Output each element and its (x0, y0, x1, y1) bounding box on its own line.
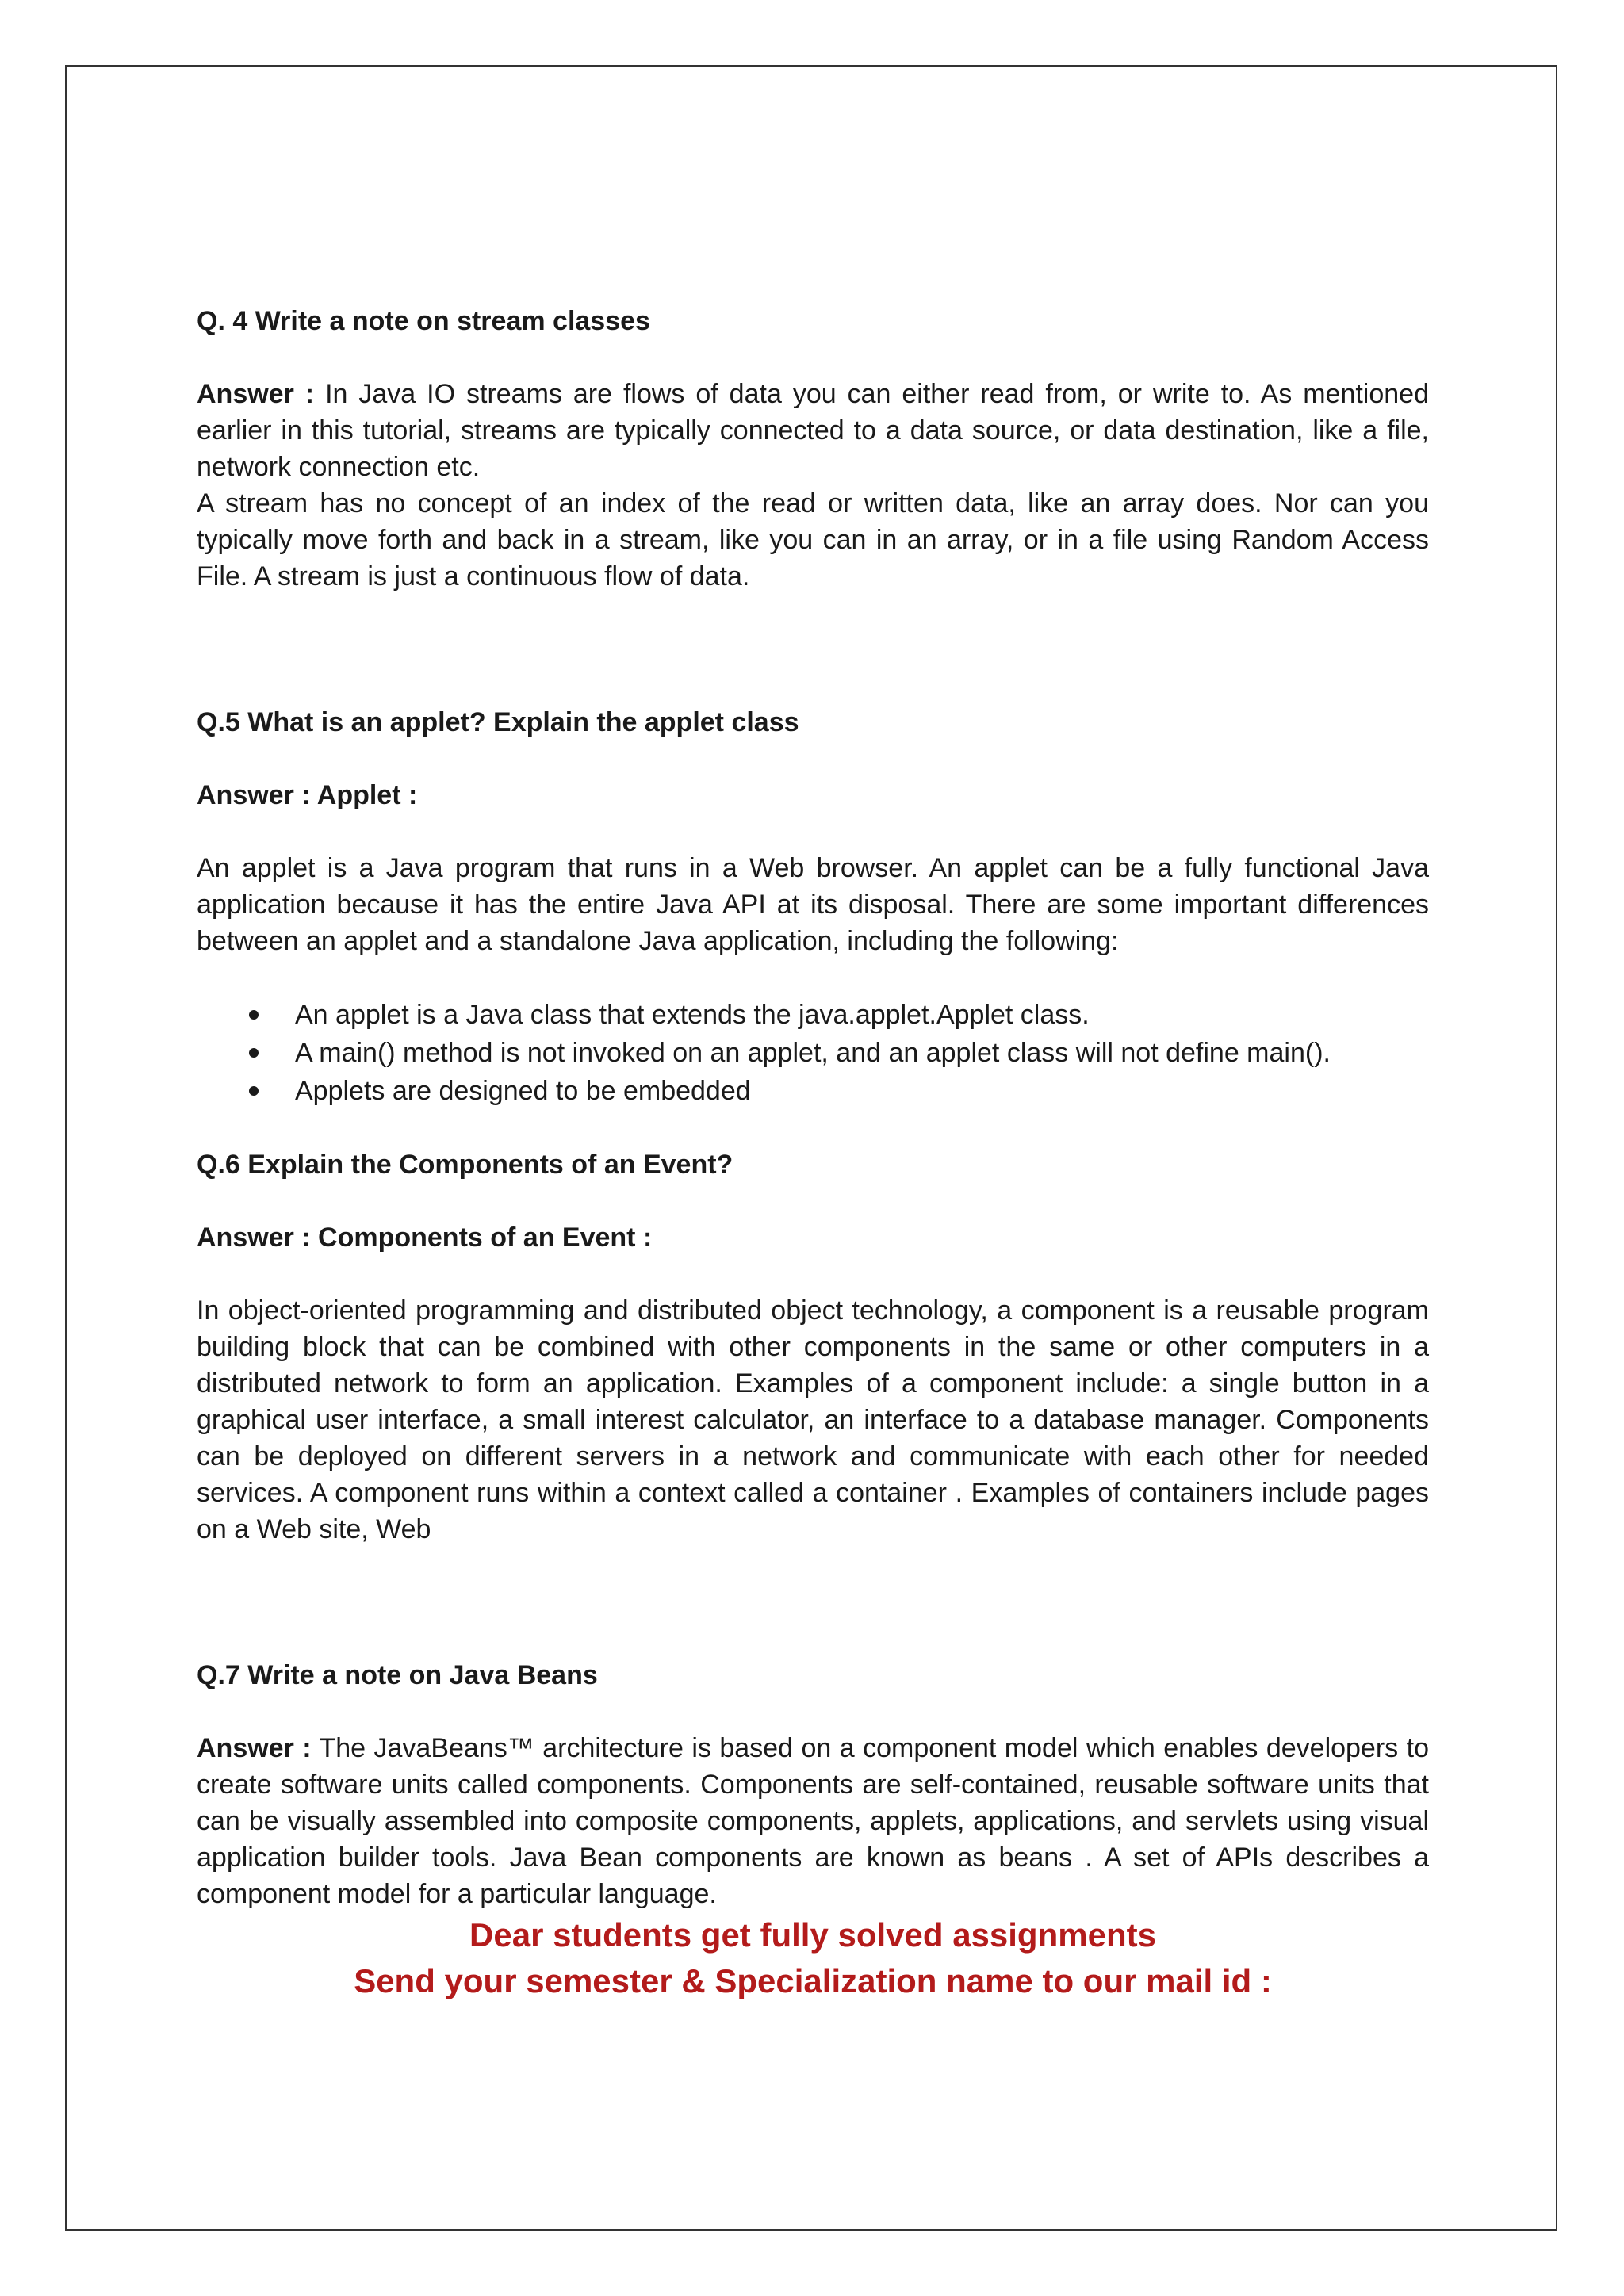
promo-line-1: Dear students get fully solved assignments (469, 1916, 1156, 1954)
answer-text: The JavaBeans™ architecture is based on a component model which enables developers to create software units called components. Components are self-contained, reusable software units that can be visually assembled into composite components, applets, applications, and servlets using visual application builder tools. Java Bean components are known as beans . A set of APIs describes a component model for a particular language. (197, 1733, 1429, 1909)
question-7-title: Q.7 Write a note on Java Beans (197, 1660, 598, 1690)
question-6-answer-heading: Answer : Components of an Event : (197, 1223, 653, 1253)
question-5-title: Q.5 What is an applet? Explain the applet class (197, 707, 799, 737)
question-5-bullet-list (197, 996, 1429, 1110)
question-7-answer (197, 1730, 1429, 1912)
list-item: An applet is a Java class that extends the java.applet.Applet class. (197, 996, 1429, 1034)
bullet-icon (249, 1048, 259, 1058)
question-5-paragraph: An applet is a Java program that runs in a Web browser. An applet can be a fully functional Java application because it has the entire Java API at its disposal. There are some important differences between an applet and a standalone Java application, including the following: (197, 853, 1429, 956)
question-4-title: Q. 4 Write a note on stream classes (197, 306, 650, 336)
promo-line-2: Send your semester & Specialization name to our mail id : (354, 1962, 1272, 1999)
list-item: A main() method is not invoked on an applet, and an applet class will not define main(). (197, 1034, 1429, 1072)
question-5-answer-heading: Answer : Applet : (197, 780, 418, 810)
question-6-title: Q.6 Explain the Components of an Event? (197, 1150, 733, 1180)
question-4-answer-paragraph-2: A stream has no concept of an index of the read or written data, like an array does. Nor can you typically move forth and back in a stream, like you can in an array, or in a file using Random Access File. A stream is just a continuous flow of data. (197, 488, 1429, 591)
answer-label: Answer : (197, 379, 315, 409)
question-6-paragraph: In object-oriented programming and distributed object technology, a component is a reusable program building block that can be combined with other components in the same or other computers in a distributed network to form an application. Examples of a component include: a single button in a graphical user interface, a small interest calculator, an interface to a database manager. Components can be deployed on different servers in a network and communicate with each other for needed services. A component runs within a context called a container . Examples of containers include pages on a Web site, Web (197, 1295, 1429, 1544)
answer-text: In Java IO streams are flows of data you can either read from, or write to. As mentioned earlier in this tutorial, streams are typically connected to a data source, or data destination, like a file, network connection etc. (197, 379, 1429, 482)
answer-label: Answer : (197, 1733, 312, 1763)
bullet-icon (249, 1010, 259, 1020)
bullet-icon (249, 1086, 259, 1096)
question-4-answer (197, 376, 1429, 485)
list-item: Applets are designed to be embedded (197, 1072, 1429, 1110)
document-body (197, 303, 1429, 2004)
